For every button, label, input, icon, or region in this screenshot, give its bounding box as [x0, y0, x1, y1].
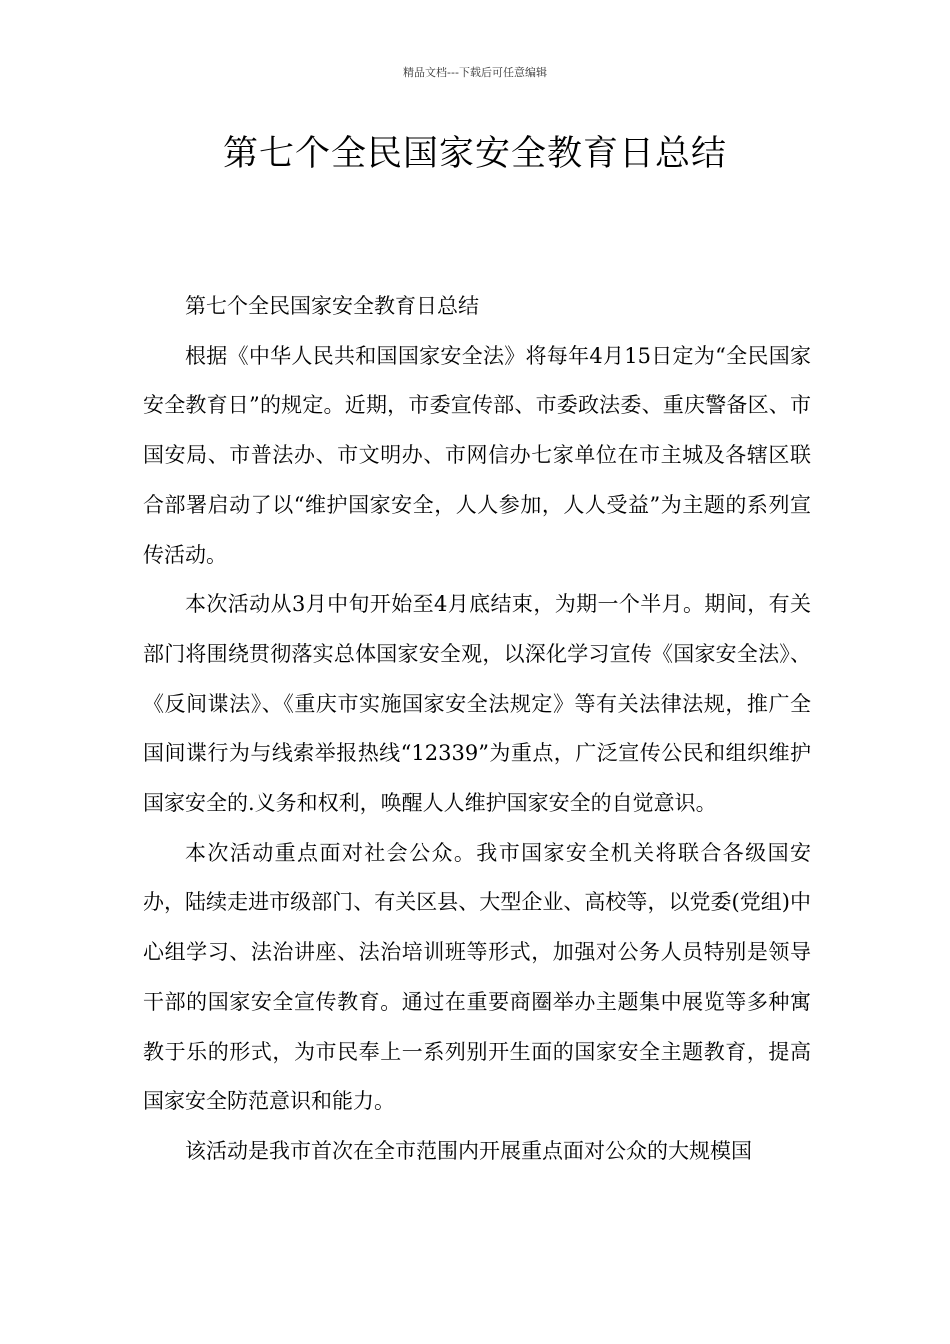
document-title: 第七个全民国家安全教育日总结: [222, 134, 727, 174]
paragraph-subtitle: 第七个全民国家安全教育日总结: [185, 294, 479, 318]
document-body: [143, 282, 811, 1177]
header-note: 精品文档---下载后可任意编辑: [403, 66, 547, 79]
paragraph: 本次活动重点面对社会公众。我市国家安全机关将联合各级国安办，陆续走进市级部门、有关区县、大型企业、高校等，以党委(党组)中心组学习、法治讲座、法治培训班等形式，加强对公务人员特别是领导干部的国家安全宣传教育。通过在重要商圈举办主题集中展览等多种寓教于乐的形式，为市民奉上一系列别开生面的国家安全主题教育，提高国家安全防范意识和能力。: [143, 840, 811, 1114]
paragraph: 本次活动从3月中旬开始至4月底结束，为期一个半月。期间，有关部门将围绕贯彻落实总体国家安全观，以深化学习宣传《国家安全法》、《反间谍法》、《重庆市实施国家安全法规定》等有关法律法规，推广全国间谍行为与线索举报热线“12339”为重点，广泛宣传公民和组织维护国家安全的.义务和权利，唤醒人人维护国家安全的自觉意识。: [143, 592, 811, 816]
paragraph: 该活动是我市首次在全市范围内开展重点面对公众的大规模国: [185, 1138, 752, 1163]
paragraph: 根据《中华人民共和国国家安全法》将每年4月15日定为“全民国家安全教育日”的规定。近期，市委宣传部、市委政法委、重庆警备区、市国安局、市普法办、市文明办、市网信办七家单位在市主城及各辖区联合部署启动了以“维护国家安全，人人参加，人人受益”为主题的系列宣传活动。: [143, 343, 811, 567]
